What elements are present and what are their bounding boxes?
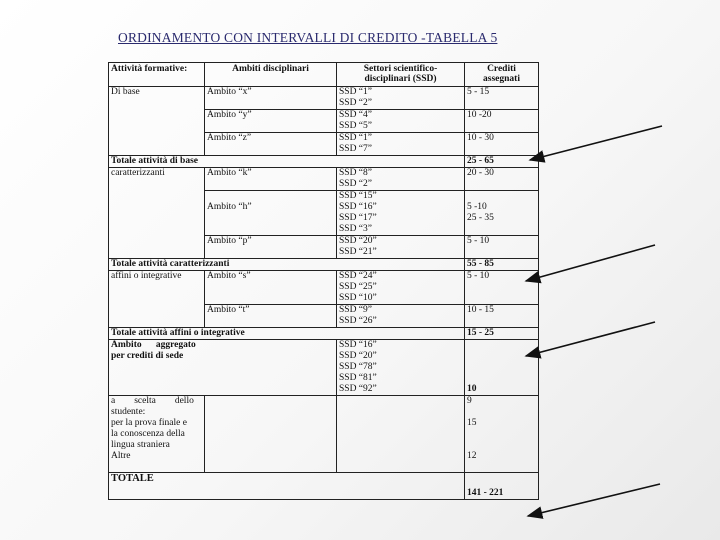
altre-line: per la prova finale e	[111, 418, 187, 428]
total-value: 55 - 85	[465, 259, 539, 271]
ssd-item: SSD “16”	[339, 202, 377, 212]
table-row-aggregato	[109, 340, 539, 396]
table-row	[109, 271, 539, 305]
crediti-cell: 10 -20	[465, 110, 539, 133]
ambito-cell: Ambito “z”	[205, 133, 337, 156]
grand-total-label: TOTALE	[109, 473, 465, 500]
ssd-cell	[337, 191, 465, 236]
total-label: Totale attività caratterizzanti	[109, 259, 465, 271]
altre-value: 15	[467, 418, 477, 428]
ssd-item: SSD “21”	[339, 247, 377, 257]
total-row-caratterizzanti	[109, 259, 539, 271]
crediti-cell: 10 - 30	[465, 133, 539, 156]
arrow-totale-caratterizzanti	[526, 245, 655, 281]
ssd-cell	[337, 340, 465, 396]
crediti-item: 5 - 10	[467, 236, 490, 246]
altre-values	[465, 396, 539, 473]
ssd-item: SSD “20”	[339, 236, 377, 246]
table-row-altre	[109, 396, 539, 473]
header-ssd-line2: disciplinari (SSD)	[364, 74, 437, 84]
crediti-cell: 10 - 15	[465, 305, 539, 328]
grand-total-value: 141 - 221	[465, 473, 539, 500]
total-row-di-base	[109, 156, 539, 168]
ambito-cell: Ambito “y”	[205, 110, 337, 133]
header-ssd-line1: Settori scientifico-	[363, 64, 438, 74]
arrow-totale-di-base	[530, 126, 662, 160]
total-value: 15 - 25	[465, 328, 539, 340]
total-label: Totale attività affini o integrative	[109, 328, 465, 340]
total-label: Totale attività di base	[109, 156, 465, 168]
total-row-affini	[109, 328, 539, 340]
ssd-item: SSD “25”	[339, 282, 377, 292]
arrow-totale-affini	[526, 322, 655, 356]
ambito-cell: Ambito “x”	[205, 87, 337, 110]
aggregato-label	[109, 340, 337, 396]
ssd-item: SSD “1”	[339, 87, 372, 97]
table-row-totale	[109, 473, 539, 500]
crediti-cell	[465, 236, 539, 259]
ssd-item: SSD “7”	[339, 144, 372, 154]
ssd-cell	[337, 168, 465, 191]
header-crediti	[465, 63, 539, 87]
crediti-item: 25 - 35	[467, 213, 494, 223]
header-ambiti: Ambiti disciplinari	[205, 63, 337, 87]
ssd-item: SSD “15”	[339, 191, 377, 201]
ssd-item: SSD “78”	[339, 362, 377, 372]
header-row	[109, 63, 539, 87]
altre-line: la conoscenza della	[111, 429, 185, 439]
ambito-cell: Ambito “h”	[205, 191, 337, 236]
crediti-cell: 5 - 15	[465, 87, 539, 110]
header-crediti-line2: assegnati	[483, 74, 520, 84]
section-label-di-base: Di base	[109, 87, 205, 156]
arrow-totale	[528, 484, 660, 516]
ssd-cell	[337, 110, 465, 133]
ssd-item: SSD “5”	[339, 121, 372, 131]
crediti-cell	[465, 168, 539, 191]
ssd-item: SSD “17”	[339, 213, 377, 223]
slide-title: ORDINAMENTO CON INTERVALLI DI CREDITO -TABELLA 5	[118, 30, 498, 45]
altre-value: 12	[467, 451, 477, 461]
table-row	[109, 87, 539, 110]
ssd-item: SSD “1”	[339, 133, 372, 143]
ambito-cell: Ambito “k”	[205, 168, 337, 191]
header-crediti-line1: Crediti	[487, 64, 516, 74]
ssd-item: SSD “26”	[339, 316, 377, 326]
ssd-item: SSD “24”	[339, 271, 377, 281]
altre-line: studente:	[111, 407, 146, 417]
empty-cell	[205, 396, 337, 473]
altre-value: 9	[467, 396, 472, 406]
ambito-cell: Ambito “p”	[205, 236, 337, 259]
ssd-item: SSD “16”	[339, 340, 377, 350]
ssd-cell	[337, 87, 465, 110]
ssd-item: SSD “3”	[339, 224, 372, 234]
ssd-item: SSD “9”	[339, 305, 372, 315]
ssd-cell	[337, 236, 465, 259]
section-label-affini: affini o integrative	[109, 271, 205, 328]
altre-label	[109, 396, 205, 473]
ssd-cell	[337, 133, 465, 156]
header-ssd	[337, 63, 465, 87]
aggregato-label-line1: Ambito aggregato	[111, 340, 196, 350]
header-attivita: Attività formative:	[109, 63, 205, 87]
ambito-cell: Ambito “s”	[205, 271, 337, 305]
crediti-cell	[465, 191, 539, 236]
crediti-item: 5 -10	[467, 202, 487, 212]
crediti-cell: 10	[465, 340, 539, 396]
credit-table	[108, 62, 539, 500]
ssd-cell	[337, 305, 465, 328]
total-value: 25 - 65	[465, 156, 539, 168]
empty-cell	[337, 396, 465, 473]
ssd-item: SSD “20”	[339, 351, 377, 361]
ssd-cell	[337, 271, 465, 305]
altre-line: lingua straniera	[111, 440, 170, 450]
altre-line: Altre	[111, 451, 131, 461]
ambito-cell: Ambito “t”	[205, 305, 337, 328]
ssd-item: SSD “10”	[339, 293, 377, 303]
aggregato-label-line2: per crediti di sede	[111, 351, 184, 361]
ssd-item: SSD “81”	[339, 373, 377, 383]
altre-line: a scelta dello	[111, 396, 194, 406]
ssd-item: SSD “92”	[339, 384, 377, 394]
crediti-item: 20 - 30	[467, 168, 494, 178]
ssd-item: SSD “2”	[339, 98, 372, 108]
ssd-item: SSD “8”	[339, 168, 372, 178]
ssd-item: SSD “2”	[339, 179, 372, 189]
section-label-caratterizzanti: caratterizzanti	[109, 168, 205, 259]
table-row	[109, 168, 539, 191]
ssd-item: SSD “4”	[339, 110, 372, 120]
crediti-cell: 5 - 10	[465, 271, 539, 305]
